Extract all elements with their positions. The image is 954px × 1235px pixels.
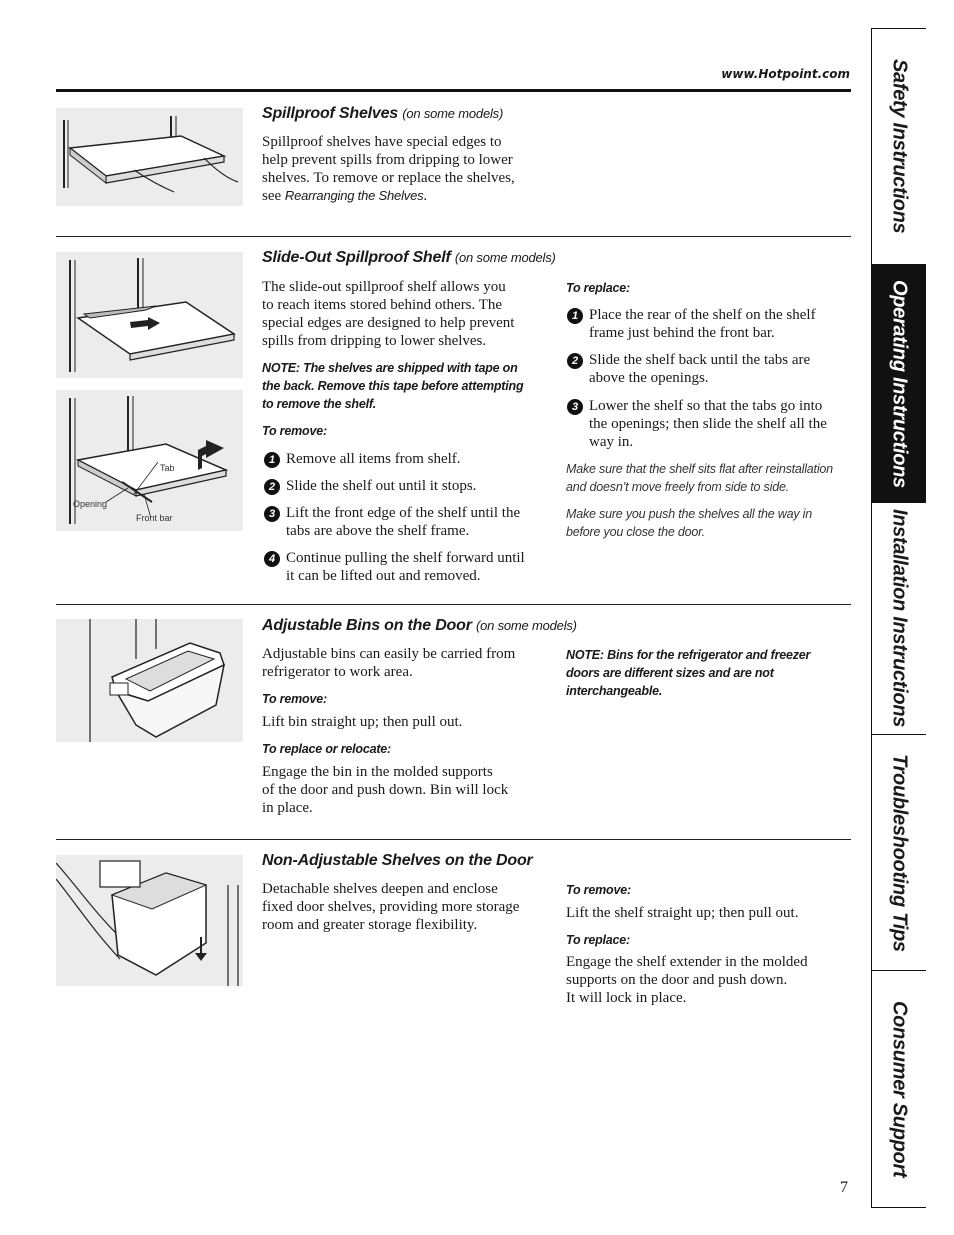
bins-remove-label: To remove:	[262, 692, 327, 706]
spillproof-heading: Spillproof Shelves (on some models)	[262, 105, 504, 122]
reinstall-tip: Make sure that the shelf sits flat after reinstallation and doesn’t move freely from side to side.	[566, 462, 833, 494]
replace-step: 3 Lower the shelf so that the tabs go into the openings; then slide the shelf all the way in.	[567, 397, 827, 451]
replace-step: 2 Slide the shelf back until the tabs are above the openings.	[567, 351, 810, 387]
door-bin-illustration	[56, 619, 243, 742]
shelf-parts-illustration	[56, 390, 243, 531]
nonadjustable-replace-label: To replace:	[566, 933, 631, 947]
rearranging-shelves-link: Rearranging the Shelves	[284, 188, 424, 203]
tab-label: Tab	[160, 463, 175, 473]
step-number: 2	[567, 353, 583, 369]
remove-step: 3 Lift the front edge of the shelf until the tabs are above the shelf frame.	[264, 504, 520, 540]
slideout-shelf-illustration	[56, 252, 243, 378]
nonadjustable-heading: Non-Adjustable Shelves on the Door	[262, 852, 533, 869]
section-divider	[56, 604, 851, 605]
step-number: 1	[264, 452, 280, 468]
slideout-replace-label: To replace:	[566, 281, 631, 295]
step-number: 3	[264, 506, 280, 522]
bins-relocate-label: To replace or relocate:	[262, 742, 392, 756]
bins-note: NOTE: Bins for the refrigerator and freezer doors are different sizes and are not interchangeable.	[566, 648, 811, 698]
bins-body: Adjustable bins can easily be carried from refrigerator to work area.	[262, 646, 516, 680]
nonadjustable-remove-text: Lift the shelf straight up; then pull out.	[566, 905, 799, 921]
bins-remove-text: Lift bin straight up; then pull out.	[262, 714, 463, 730]
opening-label: Opening	[73, 499, 108, 509]
tab-troubleshooting-tips[interactable]: Troubleshooting Tips	[872, 735, 926, 971]
slideout-remove-label: To remove:	[262, 424, 327, 438]
tab-safety-instructions[interactable]: Safety Instructions	[872, 29, 926, 265]
bins-relocate-text: Engage the bin in the molded supports of the door and push down. Bin will lock in place.	[262, 764, 509, 816]
spillproof-body: Spillproof shelves have special edges to help prevent spills from dripping to lower shelves. To remove or replace the shelves, see Rearranging the Shelves.	[262, 134, 515, 204]
section-divider	[56, 236, 851, 237]
replace-step: 1 Place the rear of the shelf on the shelf frame just behind the front bar.	[567, 306, 816, 342]
section-tabs	[871, 28, 926, 1208]
remove-step: 1 Remove all items from shelf.	[264, 450, 461, 468]
step-number: 2	[264, 479, 280, 495]
remove-step: 2 Slide the shelf out until it stops.	[264, 477, 476, 495]
slideout-heading: Slide-Out Spillproof Shelf (on some models)	[262, 249, 556, 266]
nonadjustable-replace-text: Engage the shelf extender in the molded supports on the door and push down. It will lock in place.	[566, 954, 808, 1006]
door-shelf-extender-illustration	[56, 855, 243, 986]
website-url: www.Hotpoint.com	[721, 67, 850, 81]
step-number: 1	[567, 308, 583, 324]
remove-step: 4 Continue pulling the shelf forward until it can be lifted out and removed.	[264, 549, 525, 585]
step-number: 3	[567, 399, 583, 415]
slideout-tape-note: NOTE: The shelves are shipped with tape on the back. Remove this tape before attempting to remove the shelf.	[262, 361, 524, 411]
tab-operating-instructions[interactable]: Operating Instructions	[872, 265, 926, 503]
header-rule	[56, 89, 851, 92]
step-number: 4	[264, 551, 280, 567]
page-number: 7	[840, 1179, 848, 1196]
tab-installation-instructions[interactable]: Installation Instructions	[872, 503, 926, 735]
push-shelves-tip: Make sure you push the shelves all the way in before you close the door.	[566, 507, 812, 539]
spillproof-shelf-illustration	[56, 108, 243, 206]
nonadjustable-remove-label: To remove:	[566, 883, 631, 897]
tab-consumer-support[interactable]: Consumer Support	[888, 1000, 911, 1178]
bins-heading: Adjustable Bins on the Door (on some models)	[262, 617, 577, 634]
section-divider	[56, 839, 851, 840]
slideout-body: The slide-out spillproof shelf allows you to reach items stored behind others. The special edges are designed to help prevent spills from dripping to lower shelves.	[262, 279, 515, 349]
front-bar-label: Front bar	[136, 513, 173, 523]
nonadjustable-body: Detachable shelves deepen and enclose fixed door shelves, providing more storage room and greater storage flexibility.	[262, 881, 520, 933]
